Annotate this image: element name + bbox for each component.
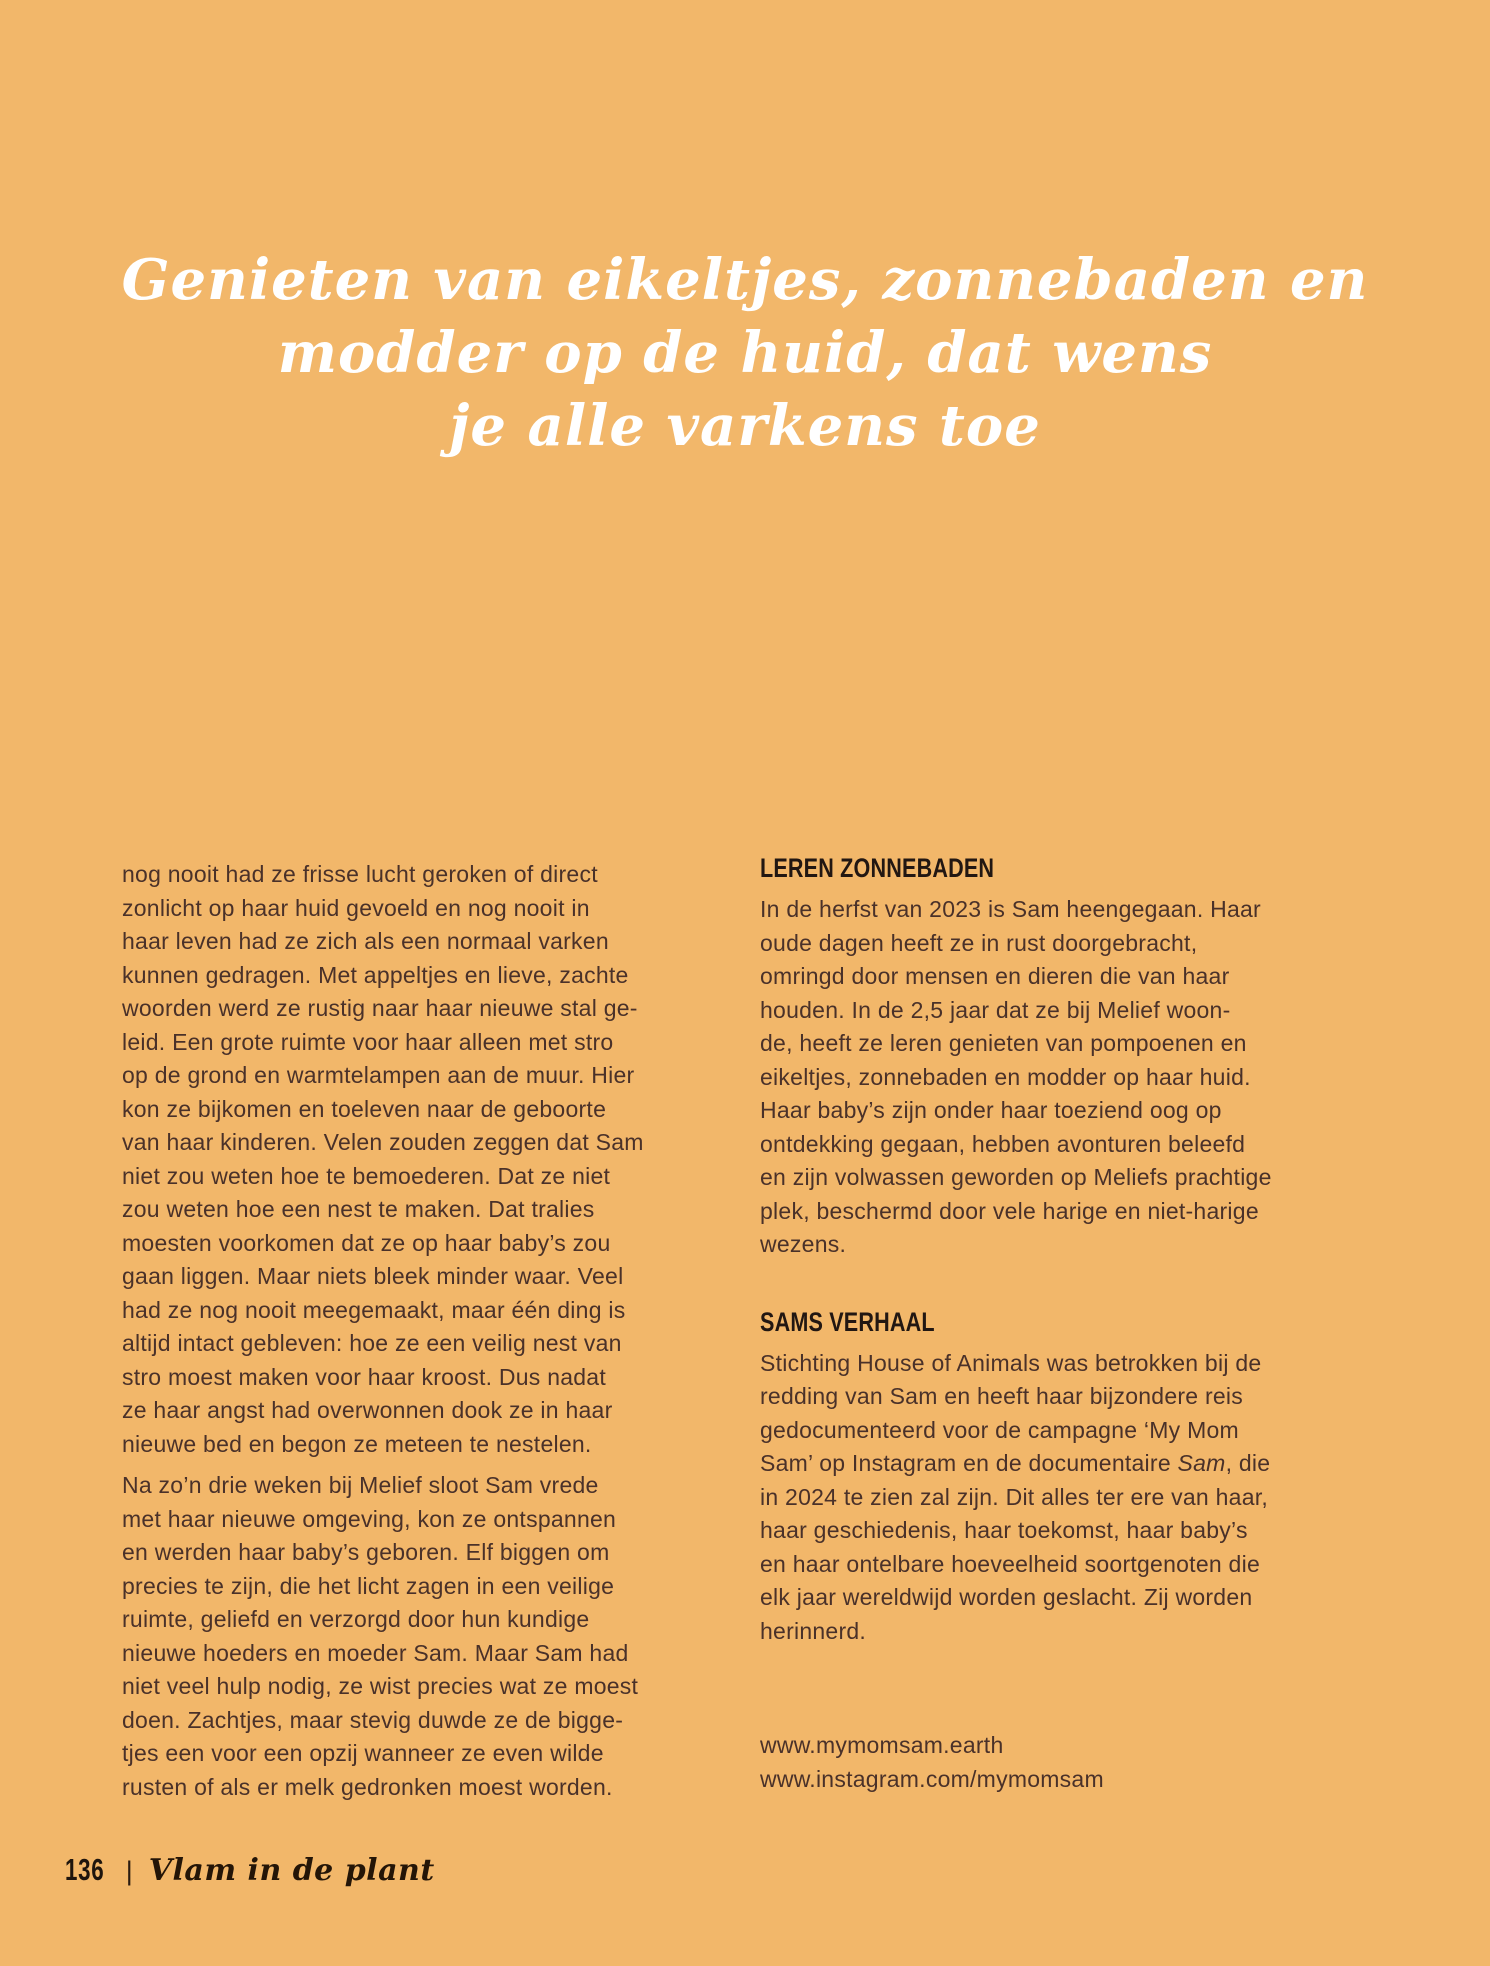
text-line: eikeltjes, zonnebaden en modder op haar huid. (760, 1063, 1251, 1090)
text-line: herinnerd. (760, 1617, 867, 1644)
footer-divider: | (125, 1856, 133, 1886)
text-line: niet veel hulp nodig, ze wist precies wat ze moest (122, 1673, 639, 1699)
text-line: niet zou weten hoe te bemoederen. Dat ze niet (122, 1162, 611, 1189)
text-line: precies te zijn, die het licht zagen in een veilige (122, 1572, 615, 1599)
right-column (760, 852, 1350, 1796)
page-number: 136 (65, 1852, 105, 1887)
text-line: oude dagen heeft ze in rust doorgebracht, (760, 929, 1198, 956)
text-line: haar leven had ze zich als een normaal varken (122, 928, 609, 954)
text-line: en werden haar baby’s geboren. Elf biggen om (122, 1539, 610, 1565)
text-line: en zijn volwassen geworden op Meliefs prachtige (760, 1164, 1272, 1190)
text-line: zou weten hoe een nest te maken. Dat tralies (122, 1196, 595, 1222)
pull-quote (0, 244, 1490, 463)
page-footer (65, 1852, 435, 1888)
paragraph (122, 858, 734, 1461)
link-list (760, 1729, 1350, 1796)
text-line: nieuwe hoeders en moeder Sam. Maar Sam had (122, 1639, 629, 1666)
text-line: Haar baby’s zijn onder haar toeziend oog op (760, 1097, 1222, 1123)
text-line: ze haar angst had overwonnen dook ze in haar (122, 1397, 613, 1423)
text-line: houden. In de 2,5 jaar dat ze bij Melief woon- (760, 996, 1231, 1023)
text-line: Na zo’n drie weken bij Melief sloot Sam vrede (122, 1472, 599, 1498)
text-line: haar geschiedenis, haar toekomst, haar baby’s (760, 1517, 1248, 1543)
text-line: elk jaar wereldwijd worden geslacht. Zij worden (760, 1584, 1253, 1610)
link-website[interactable]: www.mymomsam.earth (760, 1732, 1004, 1758)
text-line: rusten of als er melk gedronken moest worden. (122, 1773, 613, 1800)
text-line: de, heeft ze leren genieten van pompoenen en (760, 1030, 1247, 1056)
pull-quote-line: Genieten van eikeltjes, zonnebaden en (121, 247, 1369, 313)
text-line: In de herfst van 2023 is Sam heengegaan. Haar (760, 896, 1261, 922)
section-body (760, 893, 1350, 1262)
pull-quote-line: modder op de huid, dat wens (277, 320, 1213, 386)
text-line: in 2024 te zien zal zijn. Dit alles ter ere van haar, (760, 1483, 1269, 1510)
text-line: van haar kinderen. Velen zouden zeggen dat Sam (122, 1129, 644, 1155)
text-line: redding van Sam en heeft haar bijzondere reis (760, 1383, 1244, 1409)
text-line: altijd intact gebleven: hoe ze een veilig nest van (122, 1330, 622, 1356)
section-body (760, 1347, 1350, 1649)
text-line: met haar nieuwe omgeving, kon ze ontspannen (122, 1505, 617, 1532)
pull-quote-line: je alle varkens toe (449, 393, 1041, 459)
section-sams-verhaal (760, 1306, 1350, 1649)
magazine-title: Vlam in de plant (148, 1853, 435, 1888)
text-line: zonlicht op haar huid gevoeld en nog nooit in (122, 894, 590, 921)
text-line: kunnen gedragen. Met appeltjes en lieve, zachte (122, 961, 629, 988)
text-line: en haar ontelbare hoeveelheid soortgenoten die (760, 1550, 1260, 1577)
text-line: leid. Een grote ruimte voor haar alleen met stro (122, 1028, 614, 1055)
link-instagram[interactable]: www.instagram.com/mymomsam (760, 1765, 1104, 1792)
text-line: gedocumenteerd voor de campagne ‘My Mom (760, 1416, 1239, 1443)
text-line: omringd door mensen en dieren die van haar (760, 963, 1230, 989)
left-column (122, 858, 734, 1804)
section-leren-zonnebaden (760, 852, 1350, 1262)
text-line: Stichting House of Animals was betrokken bij de (760, 1349, 1262, 1376)
text-line: ontdekking gegaan, hebben avonturen beleefd (760, 1130, 1246, 1157)
text-line: doen. Zachtjes, maar stevig duwde ze de bigge- (122, 1706, 624, 1733)
text-line: nieuwe bed en begon ze meteen te nestelen. (122, 1430, 592, 1457)
text-line: op de grond en warmtelampen aan de muur. Hier (122, 1062, 635, 1088)
text-line: stro moest maken voor haar kroost. Dus nadat (122, 1363, 606, 1390)
section-heading-text: LEREN ZONNEBADEN (760, 853, 995, 883)
text-line: Sam’ op Instagram en de documentaire Sam, die (760, 1450, 1271, 1476)
text-line: nog nooit had ze frisse lucht geroken of direct (122, 861, 598, 887)
text-line: had ze nog nooit meegemaakt, maar één ding is (122, 1296, 626, 1323)
text-line: gaan liggen. Maar niets bleek minder waar. Veel (122, 1263, 624, 1289)
text-line: wezens. (760, 1231, 847, 1257)
section-heading-text: SAMS VERHAAL (760, 1306, 935, 1337)
text-line: ruimte, geliefd en verzorgd door hun kundige (122, 1606, 590, 1632)
section-heading (760, 852, 1350, 884)
paragraph (122, 1469, 734, 1804)
text-line: tjes een voor een opzij wanneer ze even wilde (122, 1740, 604, 1766)
text-line: moesten voorkomen dat ze op haar baby’s zou (122, 1229, 611, 1256)
text-line: plek, beschermd door vele harige en niet-harige (760, 1197, 1259, 1224)
text-line: kon ze bijkomen en toeleven naar de geboorte (122, 1095, 607, 1122)
text-line: woorden werd ze rustig naar haar nieuwe stal ge- (122, 995, 638, 1021)
section-heading (760, 1306, 1350, 1338)
